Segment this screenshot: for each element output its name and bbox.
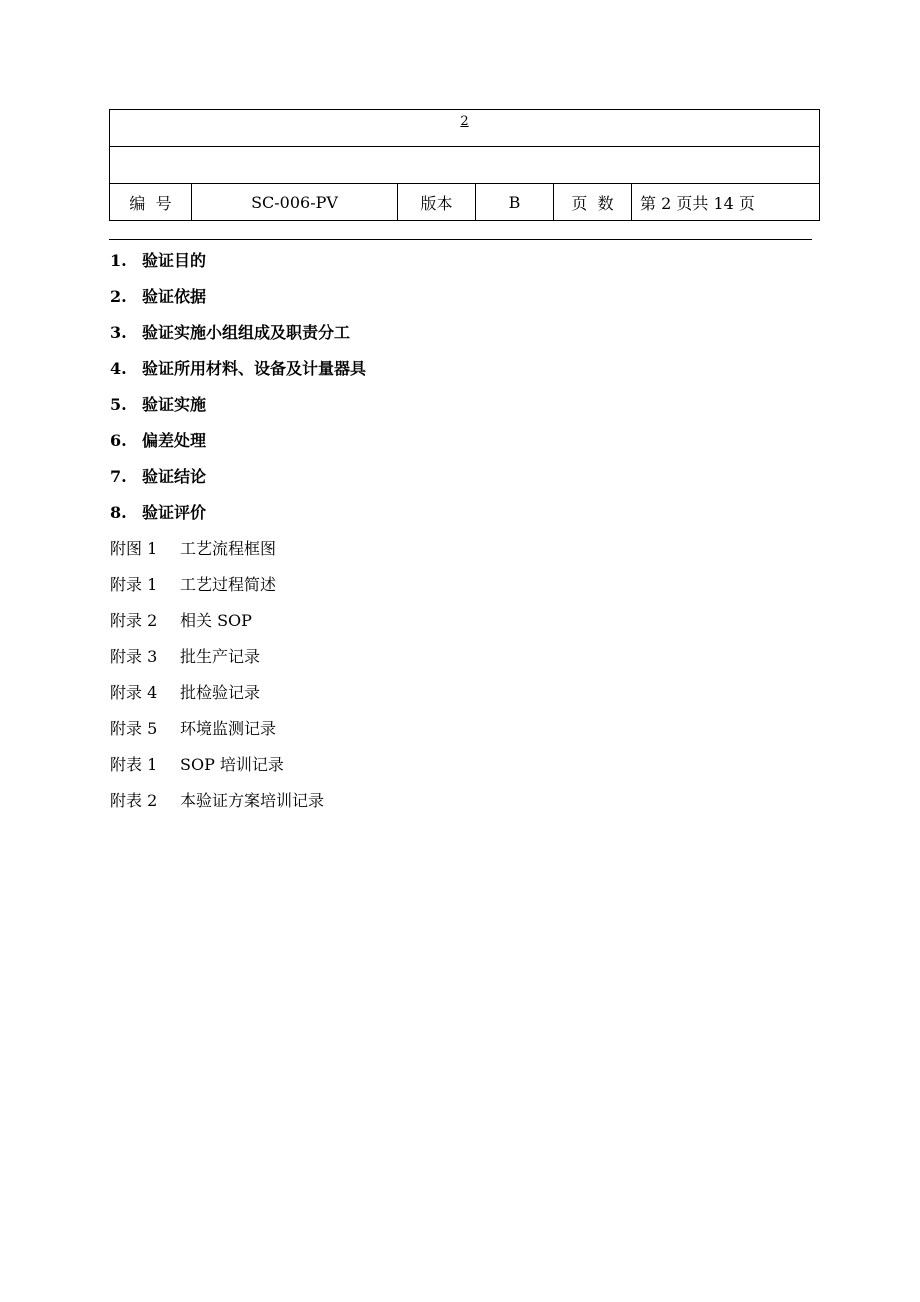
document-header-table [109, 109, 820, 221]
toc-section-number: 4. [110, 359, 127, 378]
toc-appendix-title: 相关 SOP [180, 611, 252, 630]
code-label: 编 号 [110, 184, 192, 221]
toc-section-8 [110, 499, 366, 535]
toc-section-title: 偏差处理 [142, 431, 207, 450]
header-page-number-row [110, 110, 820, 147]
toc-section-title: 验证所用材料、设备及计量器具 [142, 359, 367, 378]
toc-section-number: 6. [110, 431, 127, 450]
toc-appendix-title: SOP 培训记录 [180, 755, 284, 774]
toc-appendix-label: 附图 1 [110, 539, 158, 558]
toc-section-number: 2. [110, 287, 127, 306]
version-value: B [476, 184, 554, 221]
code-value: SC-006-PV [192, 184, 398, 221]
toc-section-1 [110, 247, 366, 283]
toc-appendix-title: 本验证方案培训记录 [180, 791, 325, 810]
version-label: 版本 [398, 184, 476, 221]
toc-appendix-6 [110, 715, 366, 751]
toc-appendix-label: 附录 2 [110, 611, 158, 630]
toc-section-title: 验证目的 [142, 251, 207, 270]
toc-section-title: 验证实施 [142, 395, 207, 414]
toc-appendix-1 [110, 535, 366, 571]
toc-section-title: 验证实施小组组成及职责分工 [142, 323, 351, 342]
toc-appendix-label: 附表 1 [110, 755, 158, 774]
toc-section-number: 5. [110, 395, 127, 414]
toc-appendix-label: 附表 2 [110, 791, 158, 810]
toc-appendix-5 [110, 679, 366, 715]
toc-section-number: 3. [110, 323, 127, 342]
toc-appendix-title: 批检验记录 [180, 683, 261, 702]
toc-section-number: 1. [110, 251, 127, 270]
toc-section-4 [110, 355, 366, 391]
toc-section-title: 验证评价 [142, 503, 207, 522]
toc-appendix-title: 批生产记录 [180, 647, 261, 666]
pages-label: 页 数 [554, 184, 632, 221]
header-blank-row [110, 147, 820, 184]
toc-appendix-title: 工艺流程框图 [180, 539, 277, 558]
toc-section-6 [110, 427, 366, 463]
toc-appendix-2 [110, 571, 366, 607]
toc-appendix-8 [110, 787, 366, 823]
toc-appendix-label: 附录 3 [110, 647, 158, 666]
toc-section-number: 7. [110, 467, 127, 486]
page-number: 2 [460, 114, 469, 129]
header-page-number-cell [110, 110, 820, 147]
toc-appendix-title: 环境监测记录 [180, 719, 277, 738]
header-info-row [110, 184, 820, 221]
toc-appendix-label: 附录 4 [110, 683, 158, 702]
table-of-contents [110, 247, 366, 823]
toc-appendix-label: 附录 1 [110, 575, 158, 594]
toc-section-number: 8. [110, 503, 127, 522]
toc-section-7 [110, 463, 366, 499]
pages-value: 第 2 页共 14 页 [632, 184, 820, 221]
toc-appendix-title: 工艺过程简述 [180, 575, 277, 594]
toc-section-5 [110, 391, 366, 427]
toc-section-title: 验证结论 [142, 467, 207, 486]
toc-appendix-label: 附录 5 [110, 719, 158, 738]
toc-appendix-7 [110, 751, 366, 787]
toc-section-2 [110, 283, 366, 319]
header-blank-cell [110, 147, 820, 184]
toc-section-title: 验证依据 [142, 287, 207, 306]
toc-section-3 [110, 319, 366, 355]
header-divider [109, 239, 812, 240]
toc-appendix-3 [110, 607, 366, 643]
toc-appendix-4 [110, 643, 366, 679]
